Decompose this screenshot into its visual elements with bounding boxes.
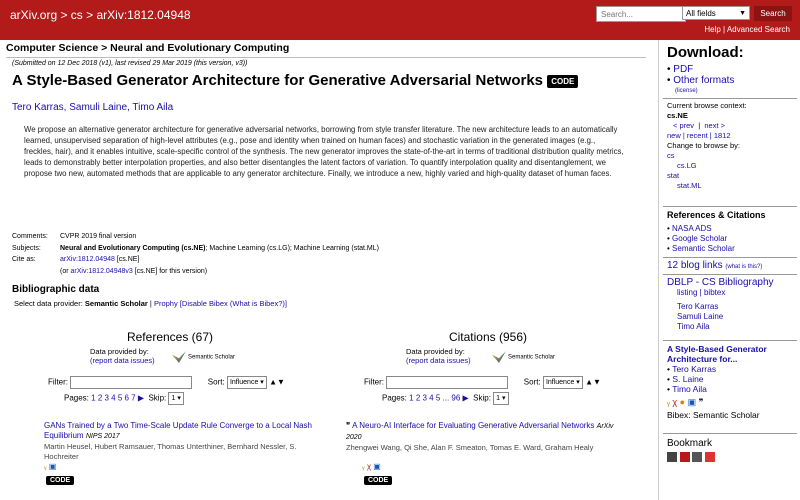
refs-citations-heading: References & Citations: [667, 210, 766, 220]
quote-icon[interactable]: ❞: [698, 397, 704, 407]
report-data-link[interactable]: (report data issues): [406, 356, 471, 365]
reference-title[interactable]: GANs Trained by a Two Time-Scale Update Rule Converge to a Local Nash Equilibrium: [44, 421, 312, 440]
provider-semantic-scholar[interactable]: Semantic Scholar: [84, 299, 148, 308]
semantic-scholar-icon[interactable]: ᵧ: [44, 462, 47, 471]
pages-label: Pages:: [382, 393, 407, 403]
bibsonomy-icon[interactable]: [667, 452, 677, 462]
download-links: • PDF • Other formats (license): [667, 64, 734, 97]
semantic-scholar-logo: [172, 351, 235, 363]
quote-icon: ❞: [346, 421, 351, 430]
citations-filter-input[interactable]: [386, 376, 508, 389]
next-link[interactable]: next >: [704, 121, 725, 130]
citation-title[interactable]: A Neuro-AI Interface for Evaluating Generative Adversarial Networks: [352, 421, 595, 430]
divider: [663, 274, 797, 275]
abstract: We propose an alternative generator architecture for generative adversarial networks, borrowing from style transfer literature. The new architecture leads to an automatically learned, unsupervised separation of high-level attributes (e.g., pose and identity when trained on human faces) and stochastic variation in the generated images (e.g., freckles, hair), and it enables intuitive, scale-specific control of the synthesis. The new generator improves the state-of-the-art in terms of traditional distribution quality metrics, leads to demonstrably better interpolation properties, and also better disentangles the latent factors of variation. To quantify interpolation quality and disentanglement, we propose two new, automated methods that are applicable to any generator architecture. Finally, we introduce a new, highly varied and high-quality dataset of human faces.: [24, 125, 624, 178]
skip-label: Skip:: [473, 393, 491, 403]
disable-bibex-link[interactable]: [Disable Bibex: [179, 299, 228, 308]
bookmark-icons: [667, 452, 715, 464]
other-formats-link[interactable]: Other formats: [673, 75, 735, 86]
pages-label: Pages:: [64, 393, 89, 403]
reference-tool-icons: [44, 462, 56, 471]
help-links[interactable]: Help | Advanced Search: [704, 25, 790, 34]
cite-tag: [cs.NE]: [116, 256, 140, 263]
pdf-link[interactable]: PDF: [673, 64, 694, 75]
other-subjects: ; Machine Learning (cs.LG); Machine Learning (stat.ML): [205, 244, 379, 252]
references-sort-select[interactable]: Influence ▾: [227, 376, 267, 389]
citations-heading: Citations (956): [448, 330, 528, 344]
page-links[interactable]: 1 2 3 4 5 6 7 ▶: [91, 393, 144, 403]
top-bar: [0, 0, 800, 40]
bookmark-heading: Bookmark: [667, 438, 713, 449]
reference-venue: NIPS 2017: [85, 433, 120, 440]
change-browse-label: Change to browse by:: [667, 141, 740, 150]
citations-sort-select[interactable]: Influence ▾: [543, 376, 583, 389]
breadcrumb[interactable]: arXiv.org > cs > arXiv:1812.04948: [10, 8, 191, 22]
semantic-scholar-icon[interactable]: ᵧ: [362, 462, 365, 471]
paper-title: [12, 72, 578, 89]
report-data-link[interactable]: (report data issues): [90, 356, 155, 365]
bib-heading: Bibliographic data: [12, 284, 100, 295]
browse-statml-link[interactable]: stat.ML: [677, 181, 702, 190]
references-filter-input[interactable]: [70, 376, 192, 389]
citation-tree-icon[interactable]: ▣: [373, 462, 381, 471]
metadata-table: [12, 231, 379, 277]
divider: [663, 257, 797, 258]
references-pagination: [64, 392, 184, 405]
sidebar: [658, 40, 800, 500]
browse-context: Current browse context: cs.NE < prev | next > new | recent | 1812 Change to browse by: cs cs.LG stat stat.ML: [667, 101, 747, 190]
cite-link[interactable]: arXiv:1812.04948: [60, 256, 115, 263]
references-filter-row: [48, 376, 285, 389]
citation-tool-icons: [362, 462, 381, 471]
search-input[interactable]: [596, 6, 686, 22]
browse-context-label: Current browse context:: [667, 101, 747, 110]
data-provider-label: Select data provider:: [14, 299, 83, 308]
sort-label: Sort:: [207, 377, 225, 387]
dblp-author-2[interactable]: Samuli Laine: [677, 312, 724, 321]
ss-tool-icons: [667, 397, 795, 407]
browse-stat-link[interactable]: stat: [667, 171, 680, 180]
skip-value: 1: [496, 395, 501, 402]
divider: [663, 340, 797, 341]
ss-paper-title[interactable]: A Style-Based Generator Architecture for...: [667, 344, 767, 364]
subjects-label: Subjects:: [12, 244, 41, 252]
main-content: [0, 40, 652, 500]
browse-cs-link[interactable]: cs: [667, 151, 675, 160]
refs-citations-links: • NASA ADS • Google Scholar • Semantic Scholar: [667, 224, 735, 253]
cite-version-prefix: (or: [60, 267, 71, 275]
prev-link[interactable]: < prev: [673, 121, 695, 130]
dblp-section: [667, 278, 774, 332]
references-provided: [90, 347, 155, 365]
subject-bar[interactable]: Computer Science > Neural and Evolutionary Computing: [6, 42, 646, 58]
comments-label: Comments:: [12, 233, 48, 240]
cite-version-link[interactable]: arXiv:1812.04948v3: [70, 267, 133, 275]
semantic-scholar-link[interactable]: Semantic Scholar: [672, 244, 735, 253]
citations-pagination: [382, 392, 509, 405]
mendeley-icon[interactable]: [680, 452, 690, 462]
citation-tree-icon[interactable]: ▣: [687, 397, 697, 407]
citeulike-icon[interactable]: [692, 452, 702, 462]
dblp-author-1[interactable]: Tero Karras: [677, 302, 719, 311]
references-skip-select[interactable]: 1 ▾: [168, 392, 183, 405]
page-links[interactable]: 1 2 3 4 5 ... 96 ▶: [409, 393, 469, 403]
chevron-down-icon: ▼: [739, 10, 746, 17]
orange-circle-icon[interactable]: ●: [679, 397, 686, 407]
semantic-scholar-icon: [172, 351, 186, 363]
sort-label: Sort:: [523, 377, 541, 387]
new-recent-links[interactable]: new | recent | 1812: [667, 131, 731, 140]
dblp-link[interactable]: DBLP - CS Bibliography: [667, 277, 774, 288]
divider: [663, 433, 797, 434]
citation-tree-icon[interactable]: ▣: [48, 462, 57, 471]
data-provider-row: Select data provider: Semantic Scholar | Prophy [Disable Bibex (What is Bibex?)]: [14, 299, 287, 308]
download-heading: Download:: [667, 44, 744, 61]
reference-code-badge[interactable]: CODE: [46, 476, 74, 485]
search-button[interactable]: Search: [754, 6, 792, 21]
scite-icon[interactable]: χ: [366, 462, 372, 471]
provided-by-label: Data provided by:: [90, 347, 149, 356]
provided-by-label: Data provided by:: [406, 347, 465, 356]
ss-paper-box: A Style-Based Generator Architecture for... • Tero Karras • S. Laine • Timo Aila ᵧ χ ● ▣ ❞ Bibex: Semantic Scholar: [667, 344, 795, 420]
reference-item: [44, 421, 314, 462]
dblp-listing-links[interactable]: listing | bibtex: [677, 288, 726, 297]
cite-version-suffix: [cs.NE] for this version): [132, 267, 208, 275]
citations-skip-select[interactable]: 1 ▾: [493, 392, 508, 405]
nasa-ads-link[interactable]: NASA ADS: [672, 224, 712, 233]
browse-cslg-link[interactable]: cs.LG: [677, 161, 697, 170]
paper-title-text: A Style-Based Generator Architecture for Generative Adversarial Networks: [12, 72, 544, 89]
scite-icon[interactable]: χ: [672, 397, 678, 407]
bibex-label: Bibex: Semantic Scholar: [667, 410, 760, 420]
references-heading: References (67): [126, 330, 214, 344]
provider-prophy[interactable]: Prophy: [153, 299, 178, 308]
search-field-value: All fields: [686, 9, 716, 18]
ss-logo-text: Semantic Scholar: [508, 354, 556, 361]
ss-logo-text: Semantic Scholar: [188, 354, 236, 361]
search-field-select[interactable]: [682, 6, 750, 20]
blog-links-row: [667, 260, 762, 271]
citation-code-badge[interactable]: CODE: [364, 476, 392, 485]
browse-context-value: cs.NE: [667, 111, 688, 120]
sort-direction-icon[interactable]: ▲▼: [269, 377, 285, 387]
submission-dateline: (Submitted on 12 Dec 2018 (v1), last revised 29 Mar 2019 (this version, v3)): [12, 60, 248, 67]
blog-what-link[interactable]: (what is this?): [725, 264, 763, 270]
citations-provided: [406, 347, 471, 365]
cite-label: Cite as:: [12, 256, 36, 263]
dblp-author-3[interactable]: Timo Aila: [677, 322, 710, 331]
sort-value: Influence: [229, 379, 259, 386]
sort-value: Influence: [545, 379, 575, 386]
skip-label: Skip:: [148, 393, 167, 403]
google-scholar-link[interactable]: Google Scholar: [672, 234, 728, 243]
primary-subject: Neural and Evolutionary Computing (cs.NE): [60, 244, 206, 252]
reference-authors: Martin Heusel, Hubert Ramsauer, Thomas Unterthiner, Bernhard Nessler, S. Hochreiter: [44, 442, 297, 461]
what-is-bibex-link[interactable]: (What is Bibex?)]: [229, 299, 287, 308]
skip-value: 1: [171, 395, 176, 402]
divider: [663, 206, 797, 207]
sort-direction-icon[interactable]: ▲▼: [585, 377, 601, 387]
author-list[interactable]: Tero Karras, Samuli Laine, Timo Aila: [12, 102, 174, 113]
divider: [663, 98, 797, 99]
ss-author-2[interactable]: S. Laine: [672, 374, 704, 384]
filter-label: Filter:: [48, 377, 68, 387]
code-badge[interactable]: CODE: [547, 75, 578, 88]
citations-filter-row: [364, 376, 601, 389]
license-link[interactable]: (license): [675, 88, 698, 94]
reddit-icon[interactable]: [705, 452, 715, 462]
ss-author-1[interactable]: Tero Karras: [672, 364, 717, 374]
comments-value: CVPR 2019 final version: [60, 233, 137, 240]
citation-authors: Zhengwei Wang, Qi She, Alan F. Smeaton, Tomas E. Ward, Graham Healy: [346, 443, 594, 452]
filter-label: Filter:: [364, 377, 384, 387]
semantic-scholar-icon: [492, 351, 506, 363]
blog-links[interactable]: 12 blog links: [667, 260, 723, 271]
citation-item: [346, 421, 616, 453]
ss-author-3[interactable]: Timo Aila: [672, 384, 707, 394]
citation-venue: ArXiv 2020: [346, 423, 614, 441]
semantic-scholar-icon[interactable]: ᵧ: [667, 397, 670, 407]
semantic-scholar-logo: [492, 351, 555, 363]
